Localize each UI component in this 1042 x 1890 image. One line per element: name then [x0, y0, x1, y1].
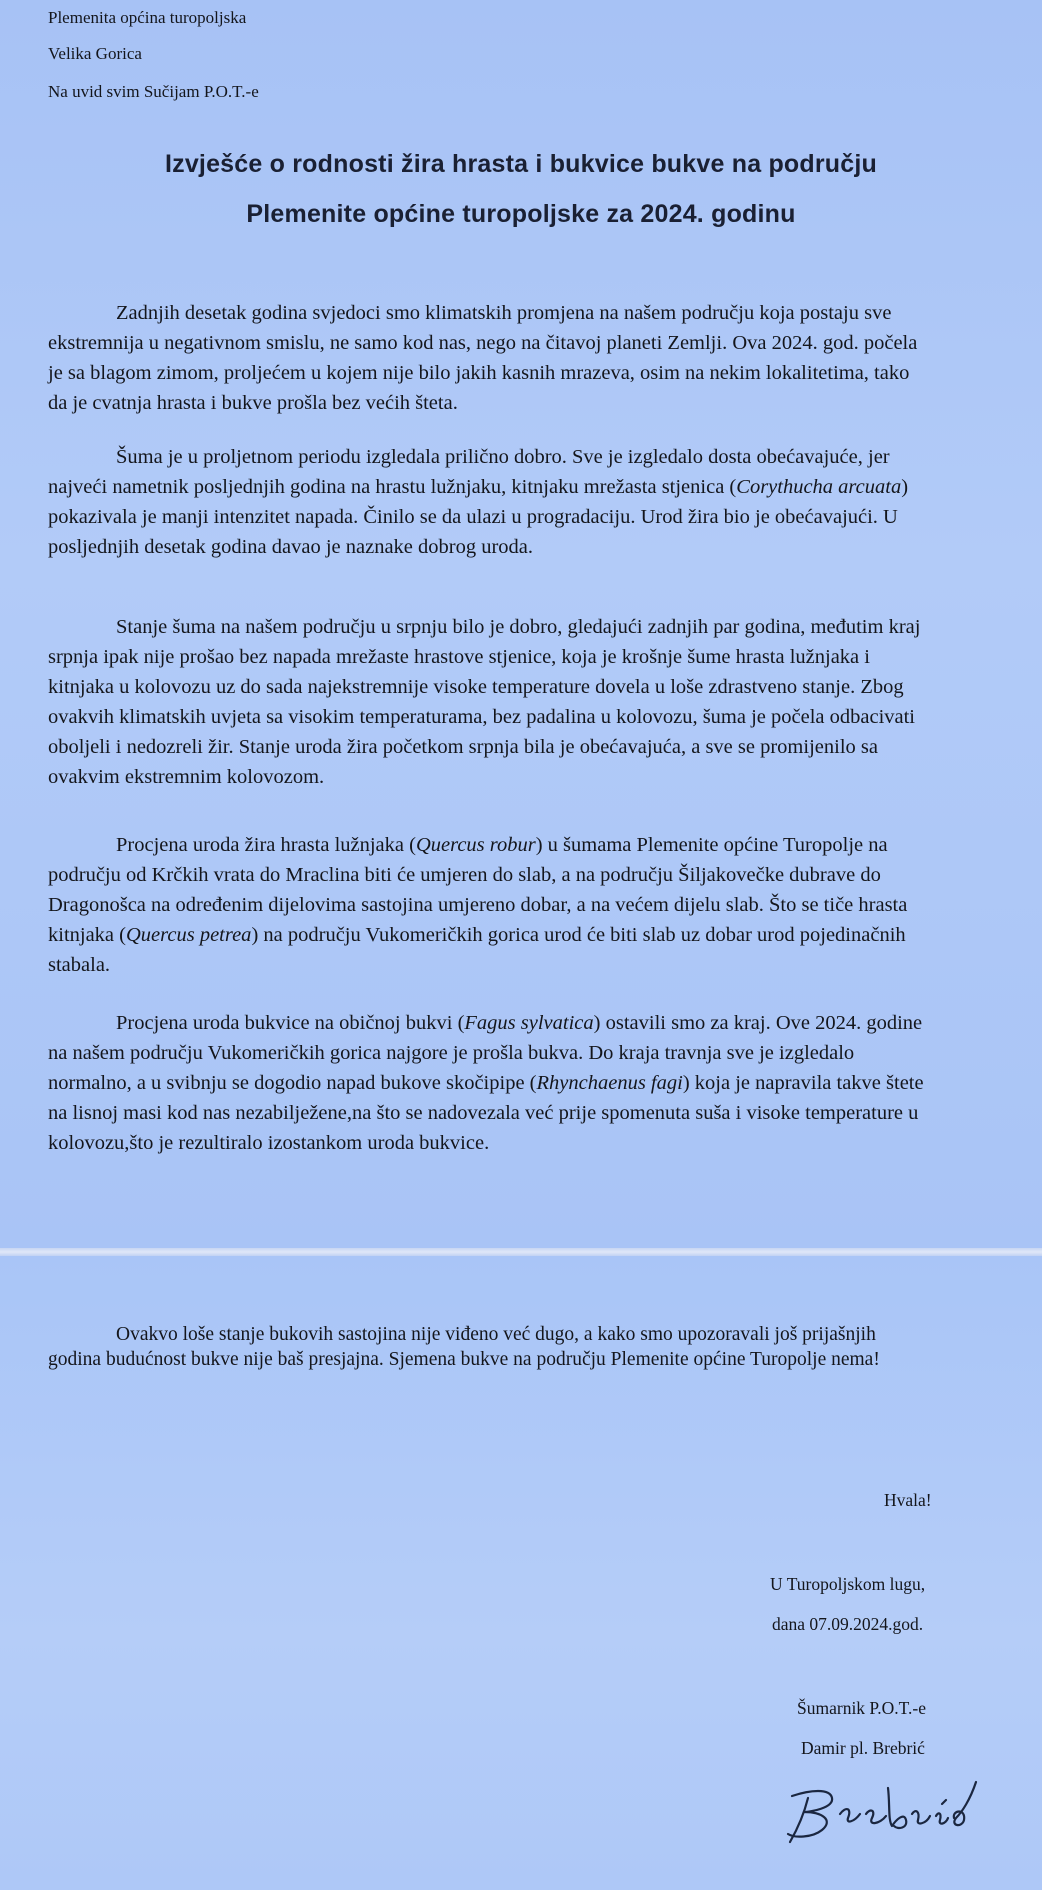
closing-thanks: Hvala! — [884, 1490, 932, 1510]
header-recipients: Na uvid svim Sučijam P.O.T.-e — [48, 82, 259, 101]
report-title-line1: Izvješće o rodnosti žira hrasta i bukvice bukve na području — [164, 150, 877, 178]
latin-name-quercus-petrea: Quercus petrea — [126, 924, 252, 946]
paragraph-beech-yield-text-c: ) koja je napravila takve štete na lisnoj masi kod nas nezabilježene,na što se nadovezala već prije spomenuta suša i visoke temperature u kolovozu,što je rezultiralo izostankom uroda bukvice. — [48, 1072, 924, 1154]
latin-name-corythucha: Corythucha arcuata — [736, 476, 902, 498]
paragraph-spring-forest-text-b: ) pokazivala je manji intenzitet napada. Činilo se da ulazi u progradaciju. Urod žira bio je obećavajući. U posljednjih desetak godina davao je naznake dobrog uroda. — [48, 476, 909, 558]
header-organization: Plemenita općina turopoljska — [48, 8, 247, 27]
paragraph-acorn-yield-text-b: ) u šumama Plemenite općine Turopolje na području od Krčkih vrata do Mraclina biti će umjeren do slab, a na području Šiljakovečke dubrave do Dragonošca na određenim dijelovima sastojina umjereno dobar, a na većem dijelu slab. Što se tiče hrasta kitnjaka ( — [48, 834, 908, 946]
paragraph-acorn-yield-text-a: Procjena uroda žira hrasta lužnjaka ( — [116, 834, 416, 856]
paragraph-beech-yield-text-a: Procjena uroda bukvice na običnoj bukvi ( — [116, 1012, 465, 1034]
latin-name-fagus-sylvatica: Fagus sylvatica — [464, 1012, 594, 1034]
paragraph-spring-forest-text-a: Šuma je u proljetnom periodu izgledala prilično dobro. Sve je izgledalo dosta obećavajuće, jer najveći nametnik posljednjih godina na hrastu lužnjaku, kitnjaku mrežasta stjenica ( — [48, 446, 890, 498]
latin-name-rhynchaenus-fagi: Rhynchaenus fagi — [536, 1072, 683, 1094]
paragraph-acorn-yield — [48, 830, 928, 980]
handwritten-signature — [770, 1768, 1000, 1848]
signatory-role: Šumarnik P.O.T.-e — [797, 1698, 926, 1718]
header-city: Velika Gorica — [48, 44, 142, 63]
paragraph-climate: Zadnjih desetak godina svjedoci smo klimatskih promjena na našem području koja postaju sve ekstremnija u negativnom smislu, ne samo kod nas, nego na čitavoj planeti Zemlji. Ova 2024. god. počela je sa blagom zimom, proljećem u kojem nije bilo jakih kasnih mrazeva, osim na nekim lokalitetima, tako da je cvatnja hrasta i bukve prošla bez većih šteta. — [48, 302, 918, 414]
latin-name-quercus-robur: Quercus robur — [415, 834, 536, 856]
closing-date: dana 07.09.2024.god. — [772, 1614, 924, 1634]
paragraph-acorn-yield-text-c: ) na području Vukomeričkih gorica urod će biti slab uz dobar urod pojedinačnih stabala. — [48, 924, 906, 976]
paragraph-conclusion: Ovakvo loše stanje bukovih sastojina nije viđeno već dugo, a kako smo upozoravali još prijašnjih godina budućnost bukve nije baš presjajna. Sjemena bukve na području Plemenite općine Turopolje nema! — [48, 1324, 880, 1370]
signatory-name: Damir pl. Brebrić — [801, 1738, 925, 1758]
paragraph-july-condition: Stanje šuma na našem području u srpnju bilo je dobro, gledajući zadnjih par godina, međutim kraj srpnja ipak nije prošao bez napada mrežaste hrastove stjenice, koja je krošnje šume hrasta lužnjaka i kitnjaka u kolovozu uz do sada najekstremnije visoke temperature dovela u loše zdrastveno stanje. Zbog ovakvih klimatskih uvjeta sa visokim temperaturama, bez padalina u kolovozu, šuma je počela odbacivati oboljeli i nedozreli žir. Stanje uroda žira početkom srpnja bila je obećavajuća, a sve se promijenilo sa ovakvim ekstremnim kolovozom. — [48, 616, 921, 788]
closing-place: U Turopoljskom lugu, — [770, 1574, 926, 1594]
page-seam-divider — [0, 1248, 1042, 1256]
paragraph-spring-forest — [48, 442, 928, 562]
report-title-line2: Plemenite općine turopoljske za 2024. godinu — [246, 200, 796, 228]
paragraph-beech-yield — [48, 1008, 928, 1158]
paragraph-beech-yield-text-b: ) ostavili smo za kraj. Ove 2024. godine na našem području Vukomeričkih gorica najgore je prošla bukva. Do kraja travnja sve je izgledalo normalno, a u svibnju se dogodio napad bukove skočipipe ( — [48, 1012, 923, 1094]
